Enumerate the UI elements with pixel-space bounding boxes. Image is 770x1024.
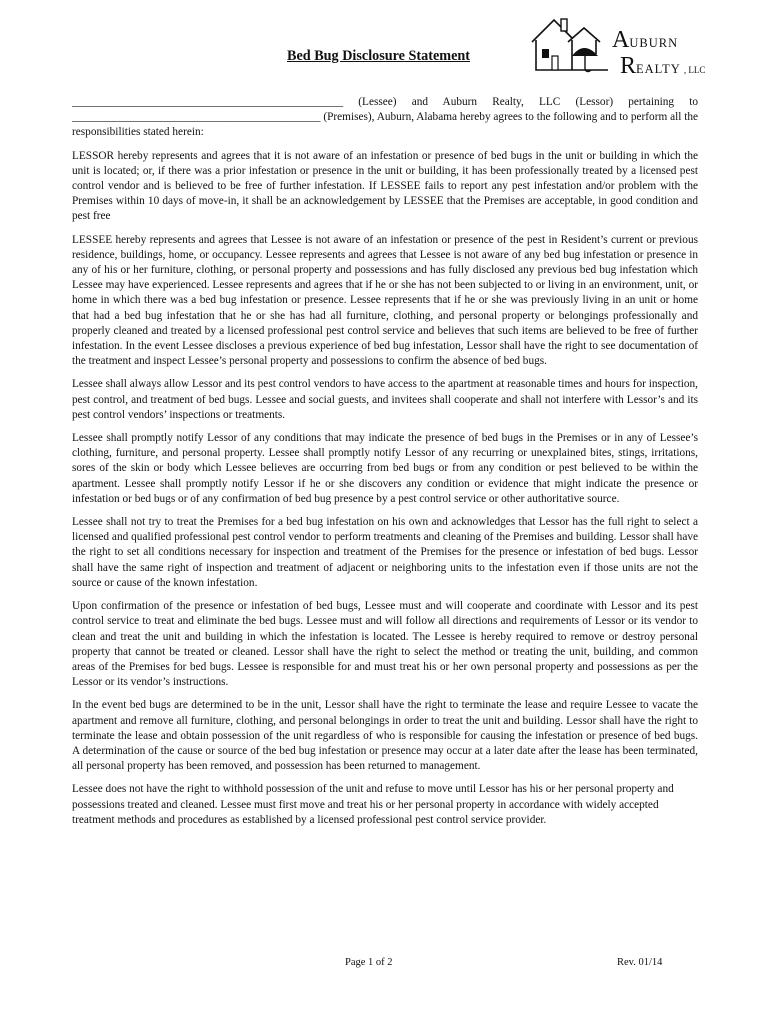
lessee-representation-paragraph: LESSEE hereby represents and agrees that Lessee is not aware of an infestation or presence of the pest in Resident’s current or previous residence, buildings, home, or occupancy. Lessee represents and agrees that Lessee is not aware of any bed bug infestation or presence in any of his or her furniture, clothing, or personal property and possessions and has fully disclosed any previous bed bug infestation which Lessee may have experienced. Lessee represents and agrees that if he or she has not been subjected to or living in an environment, unit, or home in which there was a bed bug infestation or presence. Lessee represents that if he or she was previously living in an unit or home that had a bed bug infestation that he or she has had all furniture, clothing, and personal property or belongings professionally and properly cleaned and treated by a licensed professional pest control service and believes that such items are believed to be free of further infestation. In the event Lessee discloses a previous experience of bed bug infestation, Lessor shall have the right to see documentation of the treatment and inspect Lessee’s personal property and possessions to confirm the absence of bed bugs. [72,233,698,368]
parties-paragraph: ________________________________________________ (Lessee) and Auburn Realty, LLC (Lessor) pertaining to ____________________________________________ (Premises), Auburn, Alabama hereby agrees to the following and to perform all the responsibilities stated herein: [72,96,698,139]
treatment-rights-paragraph: Lessee shall not try to treat the Premises for a bed bug infestation on his own and acknowledges that Lessor has the full right to select a licensed and qualified professional pest control vendor to perform treatments and cleaning of the Premises and building. Lessor shall have the right to set all conditions necessary for inspection and treatment of the Premises for the presence or infestation of bed bugs. Lessor shall have the same right of inspection and treatment of adjacent or neighboring units to the infestation even if those units are not the source or cause of the known infestation. [72,516,698,589]
cooperation-paragraph: Upon confirmation of the presence or infestation of bed bugs, Lessee must and will cooperate and coordinate with Lessor and its pest control service to treat and eliminate the bed bugs. Lessee must and will follow all directions and requirements of Lessor or its vendor to clean and treat the unit and building in which the infestation is located. The Lessee is hereby required to remove or destroy personal property that cannot be treated or cleaned. Lessor shall have the right to select the method or treating the unit, building, and common areas of the Premises for bed bugs. Lessee is responsible for and must treat his or her own personal property and possessions as per the Lessor or its vendor’s instructions. [72,600,698,689]
document-body [72,95,698,836]
revision-label: Rev. 01/14 [617,957,663,968]
document-title: Bed Bug Disclosure Statement [287,48,470,64]
logo-line-auburn: AUBURN [612,27,679,53]
notification-paragraph: Lessee shall promptly notify Lessor of any conditions that may indicate the presence of bed bugs in the Premises or in any of Lessee’s clothing, furniture, and personal property. Lessee shall promptly notify Lessor of any recurring or unexplained bites, stings, irritations, sores of the skin or body which Lessee believes are occurring from bed bugs or from any condition or pest believed to be within the apartment. Lessee shall promptly notify Lessor if he or she discovers any condition or evidence that might indicate the presence or infestation or bed bugs or of any confirmation of bed bug presence by a pest control service or other authoritative source. [72,432,698,505]
page-number: Page 1 of 2 [345,957,393,968]
lessor-representation-paragraph: LESSOR hereby represents and agrees that it is not aware of an infestation or presence of bed bugs in the unit or building in which the unit is located; or, if there was a prior infestation or presence in the unit or building, it has been professionally treated by a licensed pest control vendor and is believed to be free of further infestation. If LESSEE fails to report any pest infestation and/or problem with the Premises within 10 days of move-in, it shall be an acknowledgement by LESSEE that the Premises are acceptable, in good condition and pest free [72,149,698,223]
logo-line-realty: REALTY , LLC [620,53,706,79]
access-paragraph: Lessee shall always allow Lessor and its pest control vendors to have access to the apartment at reasonable times and hours for inspection, pest control, and treatment of bed bugs. Lessee and social guests, and invitees shall cooperate and shall not interfere with Lessor’s and its pest control vendors’ inspections or treatments. [72,378,698,421]
house-umbrella-logo-icon [528,12,618,78]
auburn-realty-logo [528,12,708,78]
possession-paragraph: Lessee does not have the right to withhold possession of the unit and refuse to move until Lessor has his or her personal property and possessions treated and cleaned. Lessee must first move and treat his or her personal property in accordance with widely accepted treatment methods and procedures as established by a licensed professional pest control service provider. [72,783,674,826]
termination-paragraph: In the event bed bugs are determined to be in the unit, Lessor shall have the right to terminate the lease and require Lessee to vacate the apartment and remove all furniture, clothing, and personal belongings in order to treat the unit and building. Lessor shall have the right to terminate the lease and obtain possession of the unit regardless of who is responsible for causing the infestation or presence of bed bugs. A determination of the cause or source of the bed bug infestation or presence may occur at a later date after the lease has been terminated, all personal property has been removed, and possession has been returned to management. [72,699,698,773]
